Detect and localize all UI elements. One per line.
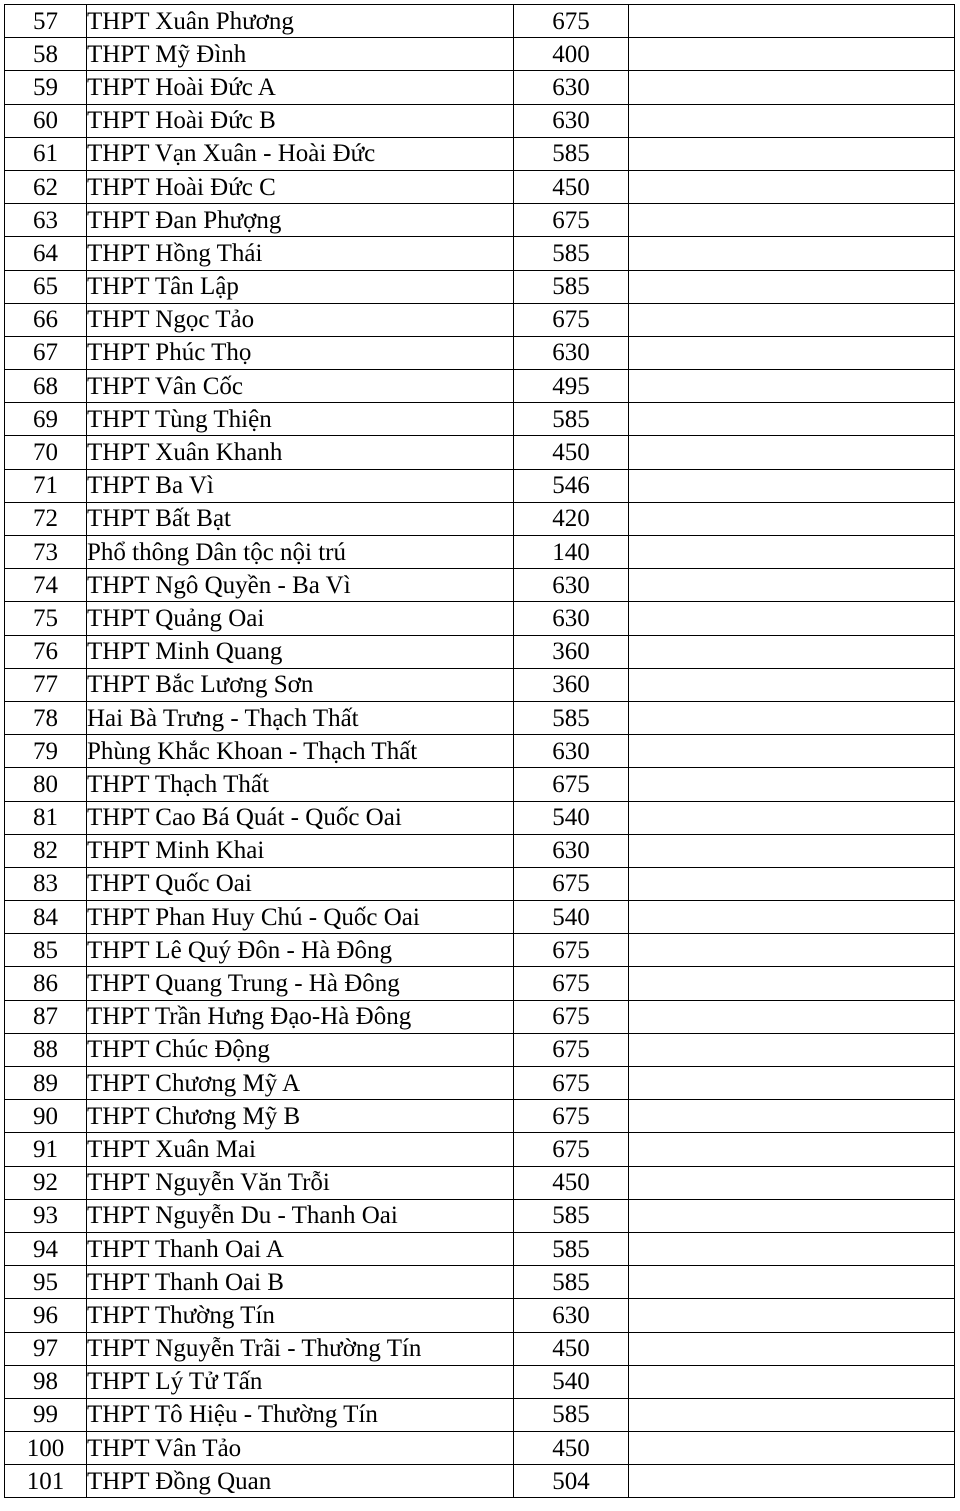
school-name-cell: THPT Quốc Oai [87,867,514,900]
table-row [5,1266,955,1299]
note-cell [629,370,955,403]
row-number-cell: 95 [5,1266,87,1299]
quota-cell: 585 [514,1398,629,1431]
row-number-cell: 63 [5,204,87,237]
school-name-cell: THPT Xuân Khanh [87,436,514,469]
school-name-cell: THPT Tùng Thiện [87,403,514,436]
row-number-cell: 93 [5,1199,87,1232]
note-cell [629,1365,955,1398]
quota-cell: 630 [514,569,629,602]
row-number-cell: 70 [5,436,87,469]
table-row [5,303,955,336]
row-number-cell: 58 [5,38,87,71]
quota-cell: 585 [514,237,629,270]
school-name-cell: THPT Hồng Thái [87,237,514,270]
school-name-cell: THPT Vân Cốc [87,370,514,403]
table-row [5,768,955,801]
table-row [5,635,955,668]
school-name-cell: THPT Minh Khai [87,834,514,867]
note-cell [629,1133,955,1166]
school-name-cell: Phổ thông Dân tộc nội trú [87,536,514,569]
quota-cell: 630 [514,602,629,635]
table-row [5,1166,955,1199]
quota-cell: 675 [514,867,629,900]
quota-cell: 675 [514,1067,629,1100]
note-cell [629,635,955,668]
table-row [5,934,955,967]
table-row [5,1067,955,1100]
note-cell [629,137,955,170]
quota-cell: 360 [514,668,629,701]
table-row [5,1232,955,1265]
note-cell [629,735,955,768]
school-name-cell: THPT Nguyễn Trãi - Thường Tín [87,1332,514,1365]
row-number-cell: 81 [5,801,87,834]
quota-cell: 630 [514,336,629,369]
table-row [5,1000,955,1033]
school-name-cell: THPT Bất Bạt [87,502,514,535]
row-number-cell: 84 [5,901,87,934]
school-name-cell: THPT Lê Quý Đôn - Hà Đông [87,934,514,967]
row-number-cell: 80 [5,768,87,801]
table-row [5,668,955,701]
table-row [5,502,955,535]
note-cell [629,336,955,369]
school-name-cell: THPT Đan Phượng [87,204,514,237]
note-cell [629,768,955,801]
school-name-cell: THPT Cao Bá Quát - Quốc Oai [87,801,514,834]
note-cell [629,170,955,203]
row-number-cell: 73 [5,536,87,569]
row-number-cell: 87 [5,1000,87,1033]
note-cell [629,1398,955,1431]
row-number-cell: 94 [5,1232,87,1265]
note-cell [629,270,955,303]
school-name-cell: THPT Mỹ Đình [87,38,514,71]
school-name-cell: THPT Thạch Thất [87,768,514,801]
table-row [5,901,955,934]
table-row [5,1100,955,1133]
row-number-cell: 89 [5,1067,87,1100]
table-row [5,1299,955,1332]
row-number-cell: 66 [5,303,87,336]
school-name-cell: THPT Phúc Thọ [87,336,514,369]
school-name-cell: THPT Ngô Quyền - Ba Vì [87,569,514,602]
quota-cell: 546 [514,469,629,502]
quota-cell: 540 [514,801,629,834]
quota-cell: 675 [514,204,629,237]
row-number-cell: 77 [5,668,87,701]
school-name-cell: THPT Vạn Xuân - Hoài Đức [87,137,514,170]
school-quota-table [4,4,955,1498]
school-name-cell: THPT Hoài Đức C [87,170,514,203]
note-cell [629,934,955,967]
school-name-cell: THPT Chúc Động [87,1033,514,1066]
table-row [5,170,955,203]
note-cell [629,801,955,834]
table-row [5,5,955,38]
row-number-cell: 86 [5,967,87,1000]
table-body [5,5,955,1498]
school-name-cell: THPT Thanh Oai A [87,1232,514,1265]
row-number-cell: 88 [5,1033,87,1066]
note-cell [629,1166,955,1199]
table-row [5,569,955,602]
table-row [5,867,955,900]
row-number-cell: 60 [5,104,87,137]
row-number-cell: 78 [5,701,87,734]
row-number-cell: 59 [5,71,87,104]
row-number-cell: 67 [5,336,87,369]
quota-cell: 450 [514,436,629,469]
table-row [5,735,955,768]
row-number-cell: 90 [5,1100,87,1133]
quota-cell: 450 [514,1166,629,1199]
table-row [5,204,955,237]
note-cell [629,5,955,38]
note-cell [629,1067,955,1100]
table-row [5,1365,955,1398]
school-name-cell: THPT Chương Mỹ B [87,1100,514,1133]
table-row [5,436,955,469]
table-row [5,237,955,270]
quota-cell: 585 [514,1266,629,1299]
row-number-cell: 99 [5,1398,87,1431]
quota-cell: 360 [514,635,629,668]
quota-cell: 585 [514,1199,629,1232]
quota-cell: 450 [514,1432,629,1465]
school-name-cell: Hai Bà Trưng - Thạch Thất [87,701,514,734]
table-row [5,270,955,303]
table-row [5,336,955,369]
note-cell [629,71,955,104]
note-cell [629,967,955,1000]
school-name-cell: THPT Tô Hiệu - Thường Tín [87,1398,514,1431]
quota-cell: 630 [514,104,629,137]
table-row [5,1033,955,1066]
note-cell [629,1033,955,1066]
school-name-cell: THPT Tân Lập [87,270,514,303]
school-name-cell: THPT Phan Huy Chú - Quốc Oai [87,901,514,934]
note-cell [629,502,955,535]
quota-cell: 450 [514,1332,629,1365]
school-name-cell: Phùng Khắc Khoan - Thạch Thất [87,735,514,768]
quota-cell: 585 [514,403,629,436]
quota-cell: 675 [514,303,629,336]
note-cell [629,668,955,701]
row-number-cell: 91 [5,1133,87,1166]
table-row [5,403,955,436]
note-cell [629,1432,955,1465]
table-row [5,602,955,635]
note-cell [629,38,955,71]
school-name-cell: THPT Hoài Đức A [87,71,514,104]
table-row [5,71,955,104]
note-cell [629,1000,955,1033]
row-number-cell: 72 [5,502,87,535]
quota-cell: 495 [514,370,629,403]
row-number-cell: 82 [5,834,87,867]
table-row [5,701,955,734]
row-number-cell: 92 [5,1166,87,1199]
note-cell [629,1299,955,1332]
table-row [5,1465,955,1498]
note-cell [629,303,955,336]
note-cell [629,403,955,436]
quota-cell: 585 [514,1232,629,1265]
quota-cell: 540 [514,901,629,934]
row-number-cell: 96 [5,1299,87,1332]
school-name-cell: THPT Nguyễn Du - Thanh Oai [87,1199,514,1232]
row-number-cell: 76 [5,635,87,668]
row-number-cell: 64 [5,237,87,270]
school-name-cell: THPT Nguyễn Văn Trỗi [87,1166,514,1199]
note-cell [629,1332,955,1365]
quota-cell: 585 [514,137,629,170]
note-cell [629,436,955,469]
table-row [5,801,955,834]
row-number-cell: 75 [5,602,87,635]
school-name-cell: THPT Xuân Mai [87,1133,514,1166]
quota-cell: 630 [514,1299,629,1332]
table-row [5,38,955,71]
quota-cell: 675 [514,1100,629,1133]
note-cell [629,602,955,635]
table-row [5,967,955,1000]
row-number-cell: 85 [5,934,87,967]
note-cell [629,204,955,237]
note-cell [629,1465,955,1498]
row-number-cell: 97 [5,1332,87,1365]
school-name-cell: THPT Quảng Oai [87,602,514,635]
school-name-cell: THPT Quang Trung - Hà Đông [87,967,514,1000]
school-name-cell: THPT Lý Tử Tấn [87,1365,514,1398]
note-cell [629,469,955,502]
row-number-cell: 71 [5,469,87,502]
school-name-cell: THPT Minh Quang [87,635,514,668]
quota-cell: 420 [514,502,629,535]
note-cell [629,237,955,270]
note-cell [629,867,955,900]
note-cell [629,1100,955,1133]
row-number-cell: 100 [5,1432,87,1465]
school-name-cell: THPT Hoài Đức B [87,104,514,137]
school-name-cell: THPT Chương Mỹ A [87,1067,514,1100]
note-cell [629,834,955,867]
table-row [5,469,955,502]
school-name-cell: THPT Vân Tảo [87,1432,514,1465]
row-number-cell: 61 [5,137,87,170]
table-row [5,1332,955,1365]
note-cell [629,1266,955,1299]
school-name-cell: THPT Đồng Quan [87,1465,514,1498]
table-row [5,1398,955,1431]
quota-cell: 675 [514,967,629,1000]
table-row [5,536,955,569]
row-number-cell: 69 [5,403,87,436]
note-cell [629,1199,955,1232]
table-row [5,1432,955,1465]
table-row [5,1133,955,1166]
quota-cell: 675 [514,934,629,967]
quota-cell: 585 [514,270,629,303]
quota-cell: 400 [514,38,629,71]
note-cell [629,901,955,934]
quota-cell: 450 [514,170,629,203]
row-number-cell: 62 [5,170,87,203]
quota-cell: 540 [514,1365,629,1398]
note-cell [629,104,955,137]
school-name-cell: THPT Thường Tín [87,1299,514,1332]
row-number-cell: 101 [5,1465,87,1498]
quota-cell: 630 [514,71,629,104]
note-cell [629,569,955,602]
school-name-cell: THPT Bắc Lương Sơn [87,668,514,701]
row-number-cell: 83 [5,867,87,900]
table-row [5,104,955,137]
row-number-cell: 98 [5,1365,87,1398]
quota-cell: 630 [514,834,629,867]
quota-cell: 675 [514,768,629,801]
row-number-cell: 79 [5,735,87,768]
quota-cell: 675 [514,1000,629,1033]
row-number-cell: 74 [5,569,87,602]
quota-cell: 675 [514,1133,629,1166]
note-cell [629,701,955,734]
row-number-cell: 68 [5,370,87,403]
note-cell [629,1232,955,1265]
quota-cell: 675 [514,1033,629,1066]
school-name-cell: THPT Ngọc Tảo [87,303,514,336]
quota-cell: 630 [514,735,629,768]
table-row [5,370,955,403]
table-row [5,834,955,867]
quota-cell: 140 [514,536,629,569]
quota-cell: 585 [514,701,629,734]
school-name-cell: THPT Ba Vì [87,469,514,502]
school-name-cell: THPT Thanh Oai B [87,1266,514,1299]
note-cell [629,536,955,569]
school-name-cell: THPT Xuân Phương [87,5,514,38]
row-number-cell: 57 [5,5,87,38]
table-row [5,1199,955,1232]
row-number-cell: 65 [5,270,87,303]
quota-cell: 504 [514,1465,629,1498]
school-name-cell: THPT Trần Hưng Đạo-Hà Đông [87,1000,514,1033]
quota-cell: 675 [514,5,629,38]
table-row [5,137,955,170]
